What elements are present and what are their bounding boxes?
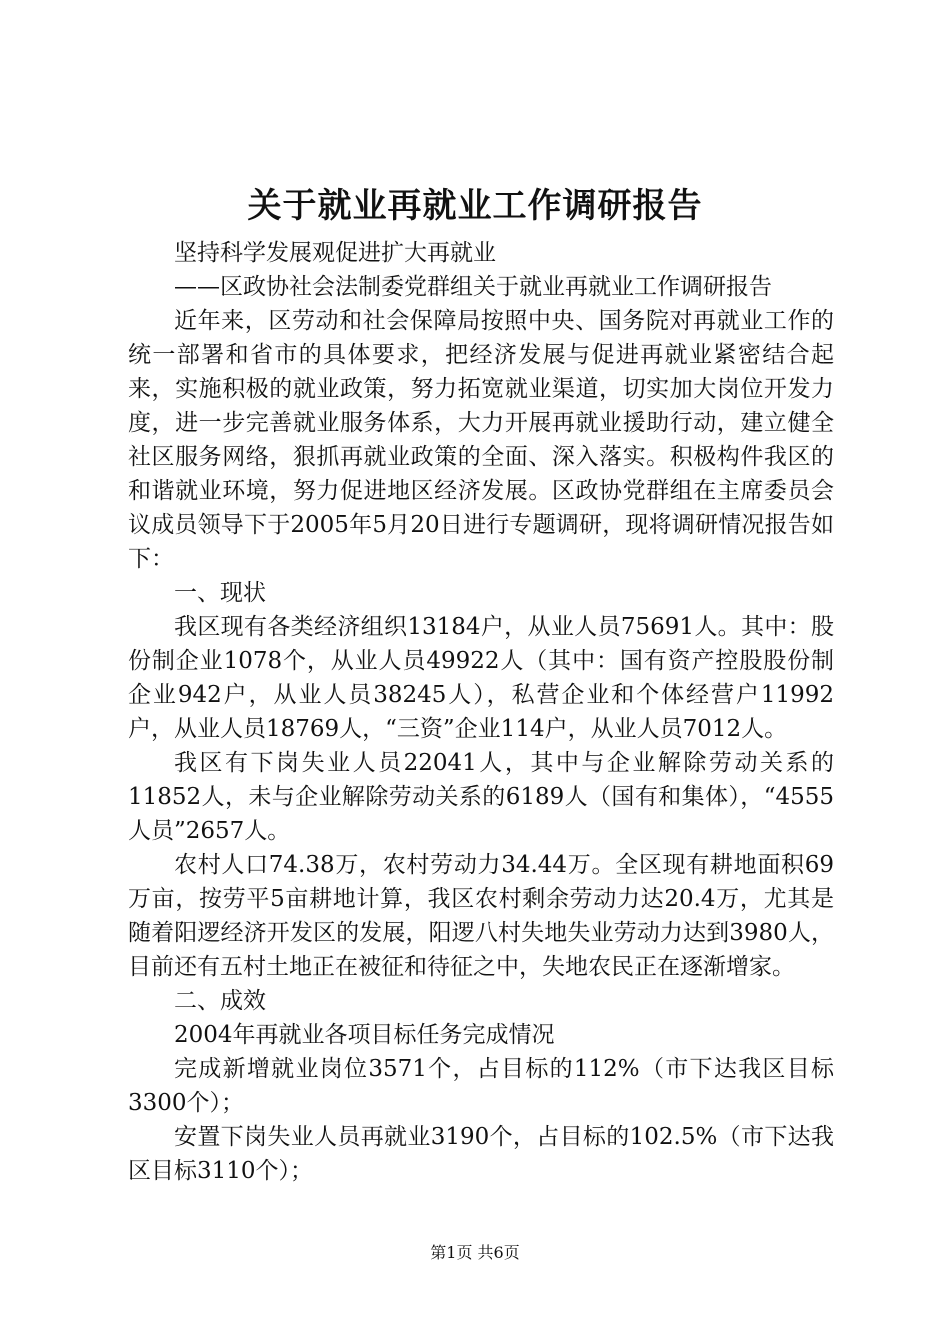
paragraph-intro: 近年来，区劳动和社会保障局按照中央、国务院对再就业工作的统一部署和省市的具体要求，把经济发展与促进再就业紧密结合起来，实施积极的就业政策，努力拓宽就业渠道，切实加大岗位开发力度，进一步完善就业服务体系，大力开展再就业援助行动，建立健全社区服务网络，狠抓再就业政策的全面、深入落实。积极构件我区的和谐就业环境，努力促进地区经济发展。区政协党群组在主席委员会议成员领导下于2005年5月20日进行专题调研，现将调研情况报告如下：: [128, 308, 834, 572]
paragraph-economic-organizations: 我区现有各类经济组织13184户，从业人员75691人。其中：股份制企业1078个，从业人员49922人（其中：国有资产控股股份制企业942户，从业人员38245人），私营企业和个体经营户11992户，从业人员18769人，“三资”企业114户，从业人员7012人。: [128, 614, 834, 742]
document-body: [128, 236, 834, 1188]
subtitle: 坚持科学发展观促进扩大再就业: [174, 240, 496, 266]
subtitle-source: ——区政协社会法制委党群组关于就业再就业工作调研报告: [174, 274, 772, 300]
document-title: 关于就业再就业工作调研报告: [247, 186, 703, 226]
paragraph-rural-labor: 农村人口74.38万，农村劳动力34.44万。全区现有耕地面积69万亩，按劳平5亩耕地计算，我区农村剩余劳动力达20.4万，尤其是随着阳逻经济开发区的发展，阳逻八村失地失业劳动力达到3980人，目前还有五村土地正在被征和待征之中，失地农民正在逐渐增家。: [128, 852, 834, 980]
paragraph-2004-targets: 2004年再就业各项目标任务完成情况: [174, 1022, 555, 1048]
section-heading-results: 二、成效: [174, 988, 266, 1014]
paragraph-reemployment: 安置下岗失业人员再就业3190个，占目标的102.5%（市下达我区目标3110个）；: [128, 1124, 834, 1184]
paragraph-laid-off-workers: 我区有下岗失业人员22041人，其中与企业解除劳动关系的11852人，未与企业解除劳动关系的6189人（国有和集体），“4555人员”2657人。: [128, 750, 834, 844]
paragraph-new-jobs: 完成新增就业岗位3571个，占目标的112%（市下达我区目标3300个）；: [128, 1056, 834, 1116]
page-footer: 第1页 共6页: [430, 1243, 520, 1262]
section-heading-status: 一、现状: [174, 580, 266, 606]
